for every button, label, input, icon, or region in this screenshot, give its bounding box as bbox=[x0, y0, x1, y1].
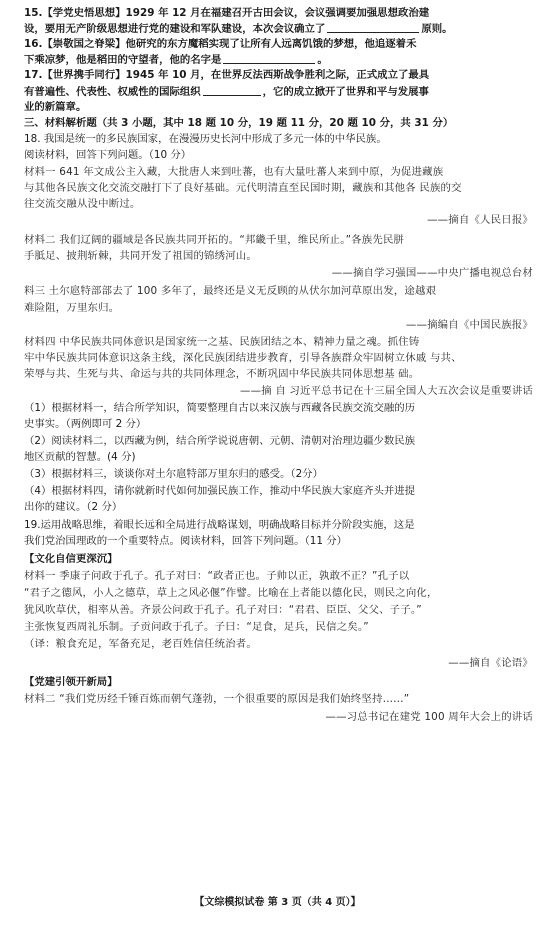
q19-tag-party: 【党建引领开新局】 bbox=[24, 676, 118, 688]
q19-tag-culture: 【文化自信更深沉】 bbox=[24, 553, 118, 565]
q17-line-2-tail: ，它的成立掀开了世界和平与发展事 bbox=[262, 86, 429, 98]
q16-answer-blank[interactable] bbox=[223, 53, 315, 64]
q15-line-2-text: 设，要用无产阶级思想进行党的建设和军队建设，本次会议确立了 bbox=[24, 23, 326, 35]
q19-intro-line: 我们党治国理政的一个重要特点。阅读材料，回答下列问题。（11 分） bbox=[24, 535, 348, 547]
q18-question-line: （1）根据材料一，结合所学知识，简要整理自古以来汉族与西藏各民族交流交融的历 bbox=[24, 402, 416, 414]
q18-material-4-source: ——摘 自 习近平总书记在十三届全国人大五次会议是重要讲话 bbox=[240, 385, 533, 397]
q19-material-1-line: “君子之德风，小人之德草，草上之风必偃”作譬。比喻在上者能以德化民，则民之向化， bbox=[24, 587, 438, 599]
q18-instruction: 阅读材料，回答下列问题。（10 分） bbox=[24, 149, 192, 161]
q19-material-1-line: 主张恢复西周礼乐制。子贡问政于孔子。子曰：“足食，足兵，民信之矣。” bbox=[24, 621, 369, 633]
q16-line-2-text: 下乘凉梦，他是稻田的守望者，他的名字是 bbox=[24, 54, 222, 66]
q15-line-2 bbox=[24, 22, 533, 36]
q18-material-2-line: 材料二 我们辽阔的疆域是各民族共同开拓的。“邦畿千里，维民所止。”各族先民胼 bbox=[24, 234, 405, 246]
q15-answer-blank[interactable] bbox=[327, 22, 419, 33]
q19-material-2-source: ——习总书记在建党 100 周年大会上的讲话 bbox=[325, 711, 533, 723]
q16-line-2-tail: 。 bbox=[317, 54, 328, 66]
q18-question-line: （4）根据材料四，请你就新时代如何加强民族工作，推动中华民族大家庭齐头并进提 bbox=[24, 485, 416, 497]
q18-question-line: （3）根据材料三，谈谈你对土尔扈特部万里东归的感受。（2分） bbox=[24, 468, 323, 480]
q15-line-1: 15.【学党史悟思想】1929 年 12 月在福建召开古田会议，会议强调要加强思想政治建 bbox=[24, 7, 430, 19]
q17-line-2-text: 有普遍性、代表性、权威性的国际组织 bbox=[24, 86, 201, 98]
q18-material-1-line: 与其他各民族文化交流交融打下了良好基础。元代明清直至民国时期，藏族和其他各 民族的交 bbox=[24, 182, 462, 194]
q17-line-1: 17.【世界携手同行】1945 年 10 月，在世界反法西斯战争胜利之际，正式成立了最具 bbox=[24, 69, 430, 81]
q18-material-3-line: 料三 土尔扈特部部去了 100 多年了，最终还是义无反顾的从伏尔加河草原出发，途越艰 bbox=[24, 285, 437, 297]
section-3-heading: 三、材料解析题（共 3 小题，其中 18 题 10 分，19 题 11 分，20 题 10 分，共 31 分） bbox=[24, 117, 454, 129]
q18-question-line: 出你的建议。（2 分） bbox=[24, 501, 123, 513]
q18-material-3-source: ——摘编自《中国民族报》 bbox=[405, 319, 533, 331]
q18-question-line: 地区贡献的智慧。(4 分) bbox=[24, 451, 136, 463]
q18-question-line: （2）阅读材料二，以西藏为例，结合所学说说唐朝、元朝、清朝对治理边疆少数民族 bbox=[24, 435, 416, 447]
q15-line-2-tail: 原则。 bbox=[421, 23, 453, 35]
q16-line-2 bbox=[24, 53, 533, 67]
q18-material-3-line: 难险阻，万里东归。 bbox=[24, 302, 120, 314]
q18-material-1-source: ——摘自《人民日报》 bbox=[427, 214, 533, 226]
q18-material-1-line: 材料一 641 年文成公主入藏，大批唐人来到吐蕃，也有大量吐蕃人来到中原，为促进藏族 bbox=[24, 166, 444, 178]
page-footer: 【文综模拟试卷 第 3 页（共 4 页）】 bbox=[194, 897, 361, 908]
q17-line-3: 业的新篇章。 bbox=[24, 101, 87, 113]
q18-material-4-line: 荣辱与共、生死与共、命运与共的共同体理念，不断巩固中华民族共同体思想基 础。 bbox=[24, 368, 420, 380]
q19-material-1-line: 犹风吹草伏，相率从善。齐景公问政于孔子。孔子对曰：“君君、臣臣、父父、子子。” bbox=[24, 604, 422, 616]
q18-material-1-line: 往交流交融从没中断过。 bbox=[24, 198, 141, 210]
q17-line-2 bbox=[24, 85, 533, 99]
q19-intro-line: 19.运用战略思维，着眼长远和全局进行战略谋划，明确战略目标并分阶段实施，这是 bbox=[24, 519, 415, 531]
q17-answer-blank[interactable] bbox=[203, 85, 261, 96]
q18-material-4-line: 牢中华民族共同体意识这条主线，深化民族团结进步教育，引导各族群众牢固树立休戚 与共、 bbox=[24, 352, 462, 364]
q18-question-line: 史事实。（两例即可 2 分） bbox=[24, 418, 147, 430]
q18-material-2-line: 手胝足、披荆斩棘，共同开发了祖国的锦绣河山。 bbox=[24, 250, 257, 262]
q19-material-1-line: （译：粮食充足，军备充足，老百姓信任统治者。 bbox=[24, 638, 257, 650]
q18-material-4-line: 材料四 中华民族共同体意识是国家统一之基、民族团结之本、精神力量之魂。抓住铸 bbox=[24, 336, 420, 348]
q19-material-2-line: 材料二 “我们党历经千锤百炼而朝气蓬勃，一个很重要的原因是我们始终坚持……” bbox=[24, 693, 410, 705]
q19-material-1-line: 材料一 季康子问政于孔子。孔子对曰：“政者正也。子帅以正，孰敢不正？”孔子以 bbox=[24, 570, 410, 582]
q16-line-1: 16.【崇敬国之脊梁】他研究的东方魔稻实现了让所有人远离饥饿的梦想，他追逐着禾 bbox=[24, 38, 417, 50]
q19-material-1-source: ——摘自《论语》 bbox=[448, 657, 533, 669]
q18-intro: 18. 我国是统一的多民族国家，在漫漫历史长河中形成了多元一体的中华民族。 bbox=[24, 133, 387, 145]
q18-material-2-source: ——摘自学习强国——中央广播电视总台材 bbox=[331, 267, 533, 279]
